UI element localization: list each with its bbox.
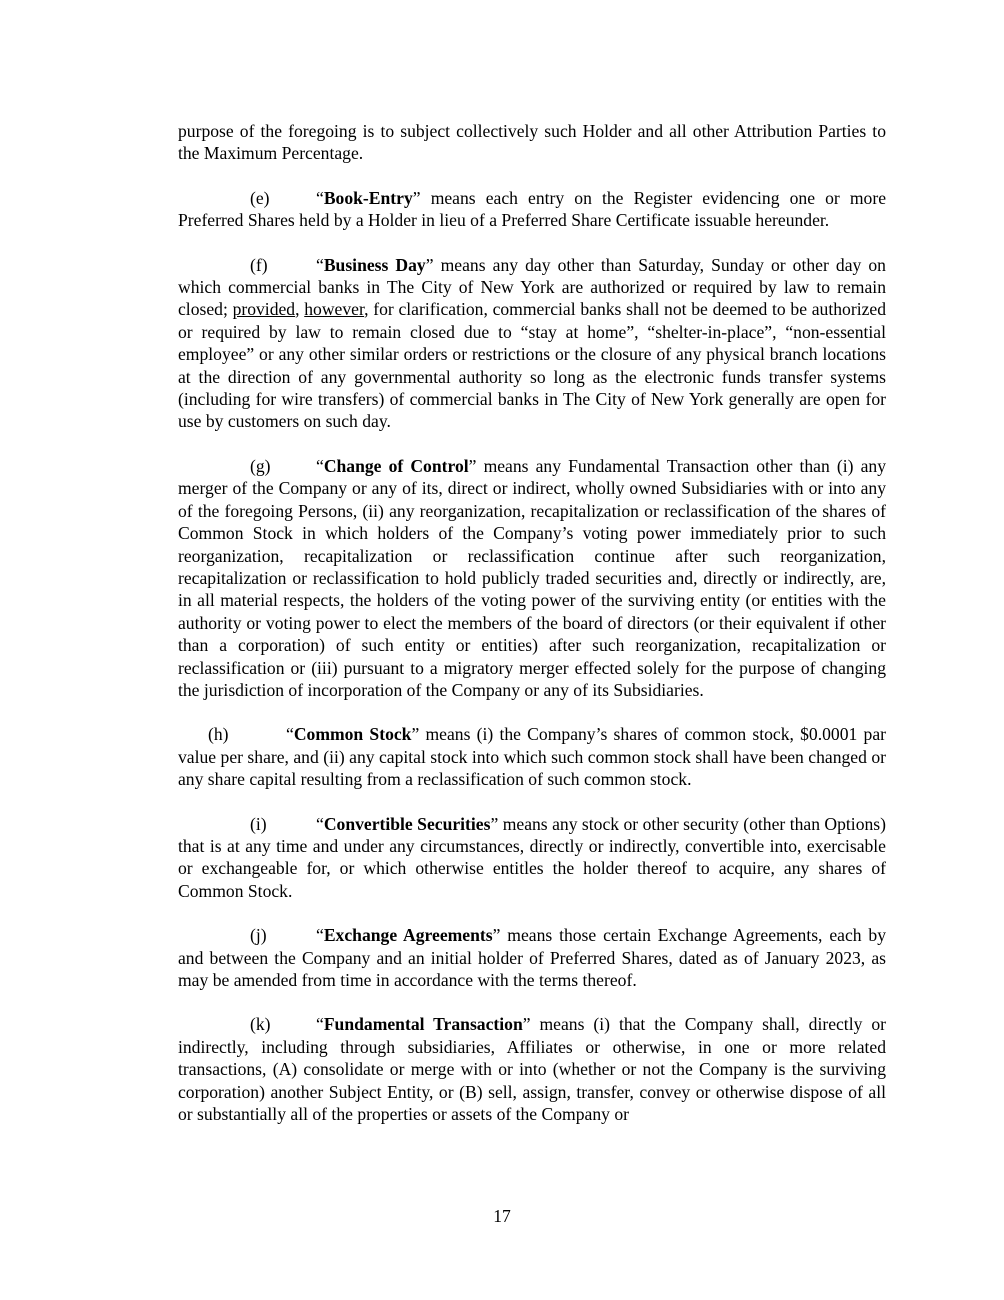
underlined-however: however <box>304 299 365 320</box>
separator: , <box>295 299 305 320</box>
open-quote: “ <box>286 724 294 745</box>
definition-body: means (i) that the Company shall, directly or indirectly, including through subsidiaries, Affiliates or otherwise, in one or more related transactions, (A) consolidate or merge with or into (whether or not the Company is the surviving corporation) another Subject Entity, or (B) sell, assign, transfer, convey or otherwise dispose of all or substantially all of the properties or assets of the Company or <box>178 1014 886 1125</box>
defined-term: Exchange Agreements <box>323 925 493 946</box>
definition-business-day <box>178 254 886 433</box>
definition-body: means any stock or other security (other than Options) that is at any time and under any circumstances, directly or indirectly, convertible into, exercisable or exchangeable for, or which otherwise entitles the holder thereof to acquire, any shares of Common Stock. <box>178 813 886 901</box>
definition-body: means each entry on the Register evidencing one or more Preferred Shares held by a Holder in lieu of a Preferred Share Certificate issuable hereunder. <box>178 187 886 231</box>
open-quote: “ <box>316 1014 324 1035</box>
close-quote: ” <box>425 254 434 275</box>
open-quote: “ <box>316 455 324 476</box>
definition-book-entry <box>178 187 886 232</box>
definition-body: means any day other than Saturday, Sunday or other day on which commercial banks in The City of New York are authorized or required by law to remain closed; <box>178 254 886 320</box>
document-page <box>178 120 886 1147</box>
open-quote: “ <box>316 925 324 946</box>
defined-term: Book-Entry <box>323 187 413 208</box>
paragraph-label: (f) <box>250 254 268 275</box>
close-quote: ” <box>490 813 499 834</box>
definition-fundamental-transaction <box>178 1013 886 1125</box>
intro-text: purpose of the foregoing is to subject collectively such Holder and all other Attribution Parties to the Maximum Percentage. <box>178 121 886 164</box>
paragraph-label: (e) <box>250 187 270 208</box>
definition-common-stock <box>178 723 886 790</box>
paragraph-label: (j) <box>250 925 267 946</box>
definition-body: means those certain Exchange Agreements, each by and between the Company and an initial holder of Preferred Shares, dated as of January 2023, as may be amended from time in accordance with the terms thereof. <box>178 925 887 990</box>
definition-body: means any Fundamental Transaction other than (i) any merger of the Company or any of its, direct or indirect, wholly owned Subsidiaries with or into any of the foregoing Persons, (ii) any reorganization, recapitalization or reclassification of the shares of Common Stock in which holders of the Company’s voting power immediately prior to such reorganization, recapitalization or reclassification continue after such reorganization, recapitalization or reclassification to hold publicly traded securities and, directly or indirectly, are, in all material respects, the holders of the voting power of the surviving entity (or entities with the authority or voting power to elect the members of the board of directors (or their equivalent if other than a corporation) of such entity or entities) after such reorganization, recapitalization or reclassification or (iii) pursuant to a migratory merger effected solely for the purpose of changing the jurisdiction of incorporation of the Company or any of its Subsidiaries. <box>178 455 886 700</box>
open-quote: “ <box>316 254 324 275</box>
close-quote: ” <box>522 1014 531 1035</box>
paragraph-label: (i) <box>250 813 267 834</box>
paragraph-label: (g) <box>250 455 271 476</box>
page-number: 17 <box>493 1206 511 1226</box>
open-quote: “ <box>316 187 324 208</box>
definition-change-of-control <box>178 455 886 701</box>
definition-exchange-agreements <box>178 924 886 991</box>
close-quote: ” <box>412 187 421 208</box>
definition-body-continued: , for clarification, commercial banks shall not be deemed to be authorized or required by law to remain closed due to “stay at home”, “shelter-in-place”, “non-essential employee” or any other similar orders or restrictions or the closure of any physical branch locations at the direction of any governmental authority so long as the electronic funds transfer systems (including for wire transfers) of commercial banks in The City of New York generally are open for use by customers on such day. <box>178 299 886 432</box>
open-quote: “ <box>316 813 324 834</box>
defined-term: Fundamental Transaction <box>323 1014 523 1035</box>
defined-term: Change of Control <box>323 455 469 476</box>
intro-paragraph <box>178 120 886 165</box>
defined-term: Convertible Securities <box>323 813 491 834</box>
definition-convertible-securities <box>178 813 886 903</box>
definition-body: means (i) the Company’s shares of common stock, $0.0001 par value per share, and (ii) any capital stock into which such common stock shall have been changed or any share capital resulting from a reclassification of such common stock. <box>178 724 886 790</box>
defined-term: Business Day <box>323 254 426 275</box>
close-quote: ” <box>411 724 420 745</box>
defined-term: Common Stock <box>293 724 412 745</box>
close-quote: ” <box>468 455 477 476</box>
underlined-provided: provided <box>232 299 296 320</box>
close-quote: ” <box>492 925 501 946</box>
paragraph-label: (h) <box>208 724 229 745</box>
paragraph-label: (k) <box>250 1014 271 1035</box>
